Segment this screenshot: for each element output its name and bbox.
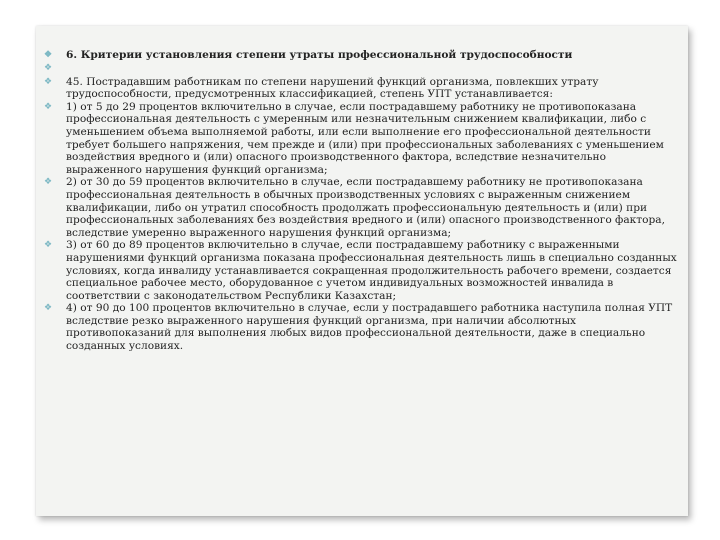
bullet-item-1 (44, 101, 682, 177)
bullet-empty (44, 62, 682, 76)
bullet-item-45 (44, 76, 682, 101)
diamond-bullet-icon: ❖ (44, 50, 53, 60)
diamond-bullet-icon: ❖ (44, 240, 53, 251)
item-3-text: 3) от 60 до 89 процентов включительно в случае, если пострадавшему работнику с выраженными нарушениями функций организма показана профессиональная деятельность лишь в специально созданных условиях, когда инвалиду устанавливается сокращенная продолжительность рабочего времени, создается специальное рабочее место, оборудованное с учетом индивидуальных возможностей инвалида в соответствии с законодательством Республики Казахстан; (66, 239, 677, 302)
diamond-bullet-icon: ❖ (44, 177, 53, 188)
item-45-text: 45. Пострадавшим работникам по степени нарушений функций организма, повлекших утрату трудоспособности, предусмотренных классификацией, степень УПТ устанавливается: (66, 75, 599, 101)
diamond-bullet-icon: ❖ (44, 62, 53, 73)
bullet-heading (44, 49, 682, 62)
item-2-text: 2) от 30 до 59 процентов включительно в случае, если пострадавшему работнику не противопоказана профессиональная деятельность в обычных производственных условиях с выраженным снижением квалификации, либо он утратил способность продолжать профессиональную деятельность и (или) при профессиональных заболеваниях без воздействия вредного и (или) опасного производственного фактора, вследствие умеренно выраженного нарушения функций организма; (66, 176, 665, 239)
bullet-item-2 (44, 176, 682, 239)
diamond-bullet-icon: ❖ (44, 101, 53, 112)
bullet-list (44, 49, 682, 353)
item-4-text: 4) от 90 до 100 процентов включительно в случае, если у пострадавшего работника наступила полная УПТ вследствие резко выраженного нарушения функций организма, при наличии абсолютных противопоказаний для выполнения любых видов профессиональной деятельности, даже в специально созданных условиях. (66, 302, 673, 353)
heading-text: 6. Критерии установления степени утраты профессиональной трудоспособности (66, 49, 573, 61)
bullet-item-4 (44, 302, 682, 352)
diamond-bullet-icon: ❖ (44, 303, 53, 314)
diamond-bullet-icon: ❖ (44, 76, 53, 87)
item-1-text: 1) от 5 до 29 процентов включительно в случае, если пострадавшему работнику не противопоказана профессиональная деятельность с умеренным или незначительным снижением квалификации, либо с уменьшением объема выполняемой работы, или если выполнение его профессиональной деятельности требует большего напряжения, чем прежде и (или) при профессиональных заболеваниях с уменьшением воздействия вредного и (или) опасного производственного фактора, вследствие незначительно выраженного нарушения функций организма; (66, 100, 664, 176)
bullet-item-3 (44, 239, 682, 302)
